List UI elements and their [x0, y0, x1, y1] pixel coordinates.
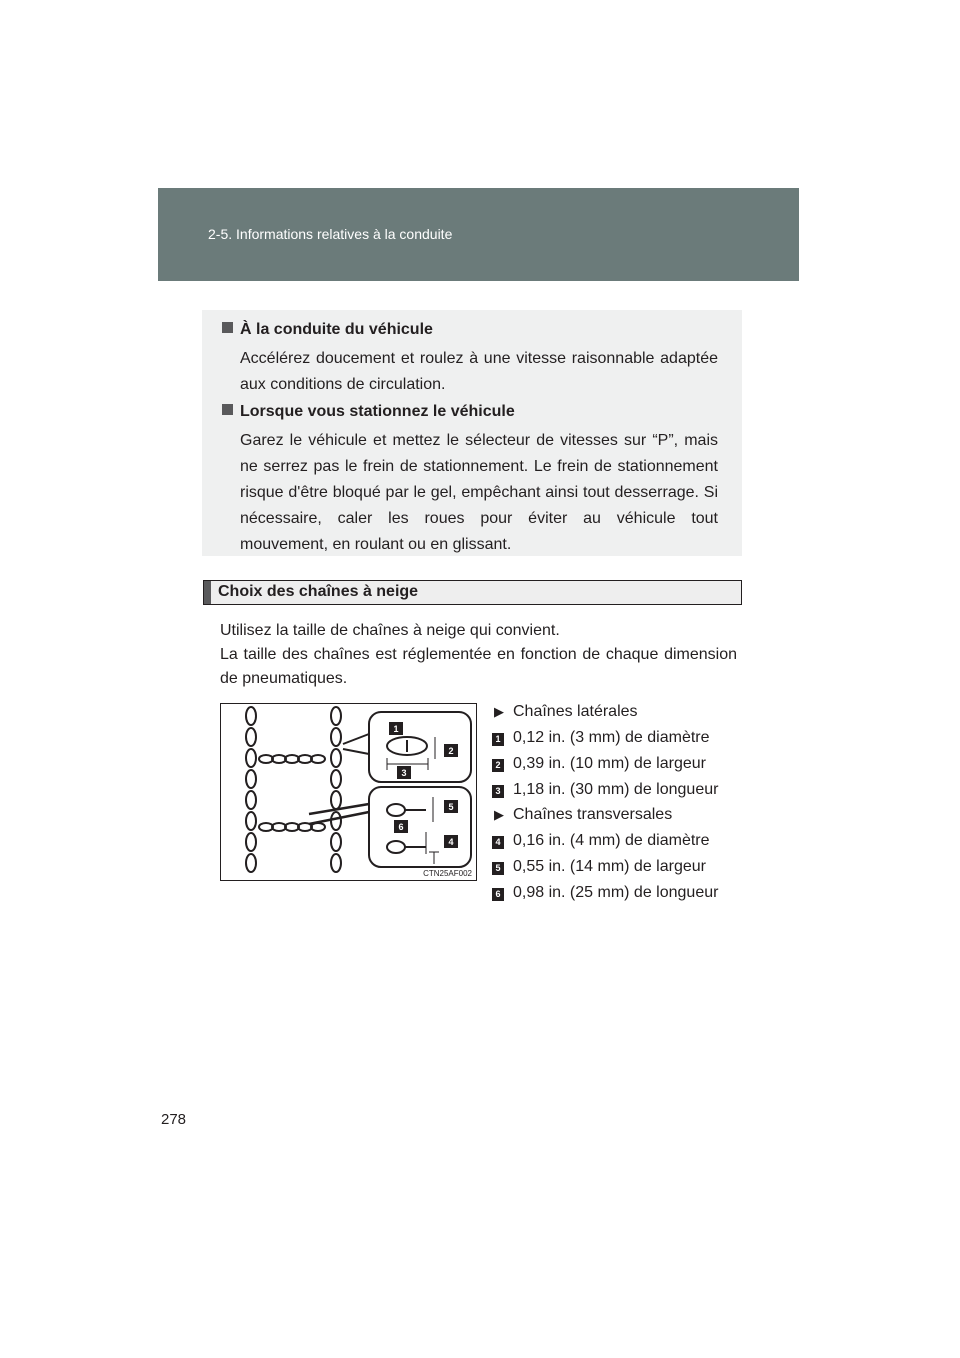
number-6-icon: 6 [492, 888, 504, 901]
callout-2-label: 2 [448, 746, 454, 756]
callout-4-label: 4 [448, 837, 454, 847]
number-3-icon: 3 [492, 785, 504, 798]
square-bullet-icon [222, 322, 233, 333]
callout-5-label: 5 [448, 802, 454, 812]
section-heading-bar [203, 580, 742, 605]
snow-chain-illustration [221, 704, 476, 880]
number-1-icon: 1 [492, 733, 504, 746]
parking-heading: Lorsque vous stationnez le véhicule [222, 403, 515, 421]
driving-text: Accélérez doucement et roulez à une vitesse raisonnable adaptée aux conditions de circulation. [240, 350, 718, 393]
page-header [158, 188, 799, 281]
section-title: Choix des chaînes à neige [218, 583, 419, 600]
section-intro-line: Utilisez la taille de chaînes à neige qui convient. [220, 622, 560, 639]
section-intro-text: La taille des chaînes est réglementée en fonction de chaque dimension de pneumatiques. [220, 646, 737, 687]
snow-chain-figure [220, 703, 477, 881]
section-accent [204, 581, 211, 604]
callout-1-label: 1 [393, 724, 399, 734]
page-number: 278 [161, 1111, 187, 1128]
triangle-arrow-icon: ▶ [494, 704, 504, 719]
square-bullet-icon [222, 404, 233, 415]
triangle-arrow-icon: ▶ [494, 807, 504, 822]
info-box [202, 310, 742, 556]
number-2-icon: 2 [492, 759, 504, 772]
header-section-title: 2-5. Informations relatives à la conduite [208, 226, 453, 242]
callout-6-label: 6 [398, 822, 404, 832]
callout-3-label: 3 [401, 768, 407, 778]
number-4-icon: 4 [492, 836, 504, 849]
number-5-icon: 5 [492, 862, 504, 875]
figure-code: CTN25AF002 [423, 869, 472, 878]
parking-text: Garez le véhicule et mettez le sélecteur de vitesses sur “P”, mais ne serrez pas le frein de stationnement. Le frein de stationnement risque d'être bloqué par le gel, empêchant ainsi tout desserrage. Si nécessaire, caler les roues pour éviter au véhicule tout mouvement, en roulant ou en glissant. [240, 432, 718, 553]
driving-heading: À la conduite du véhicule [222, 321, 433, 339]
